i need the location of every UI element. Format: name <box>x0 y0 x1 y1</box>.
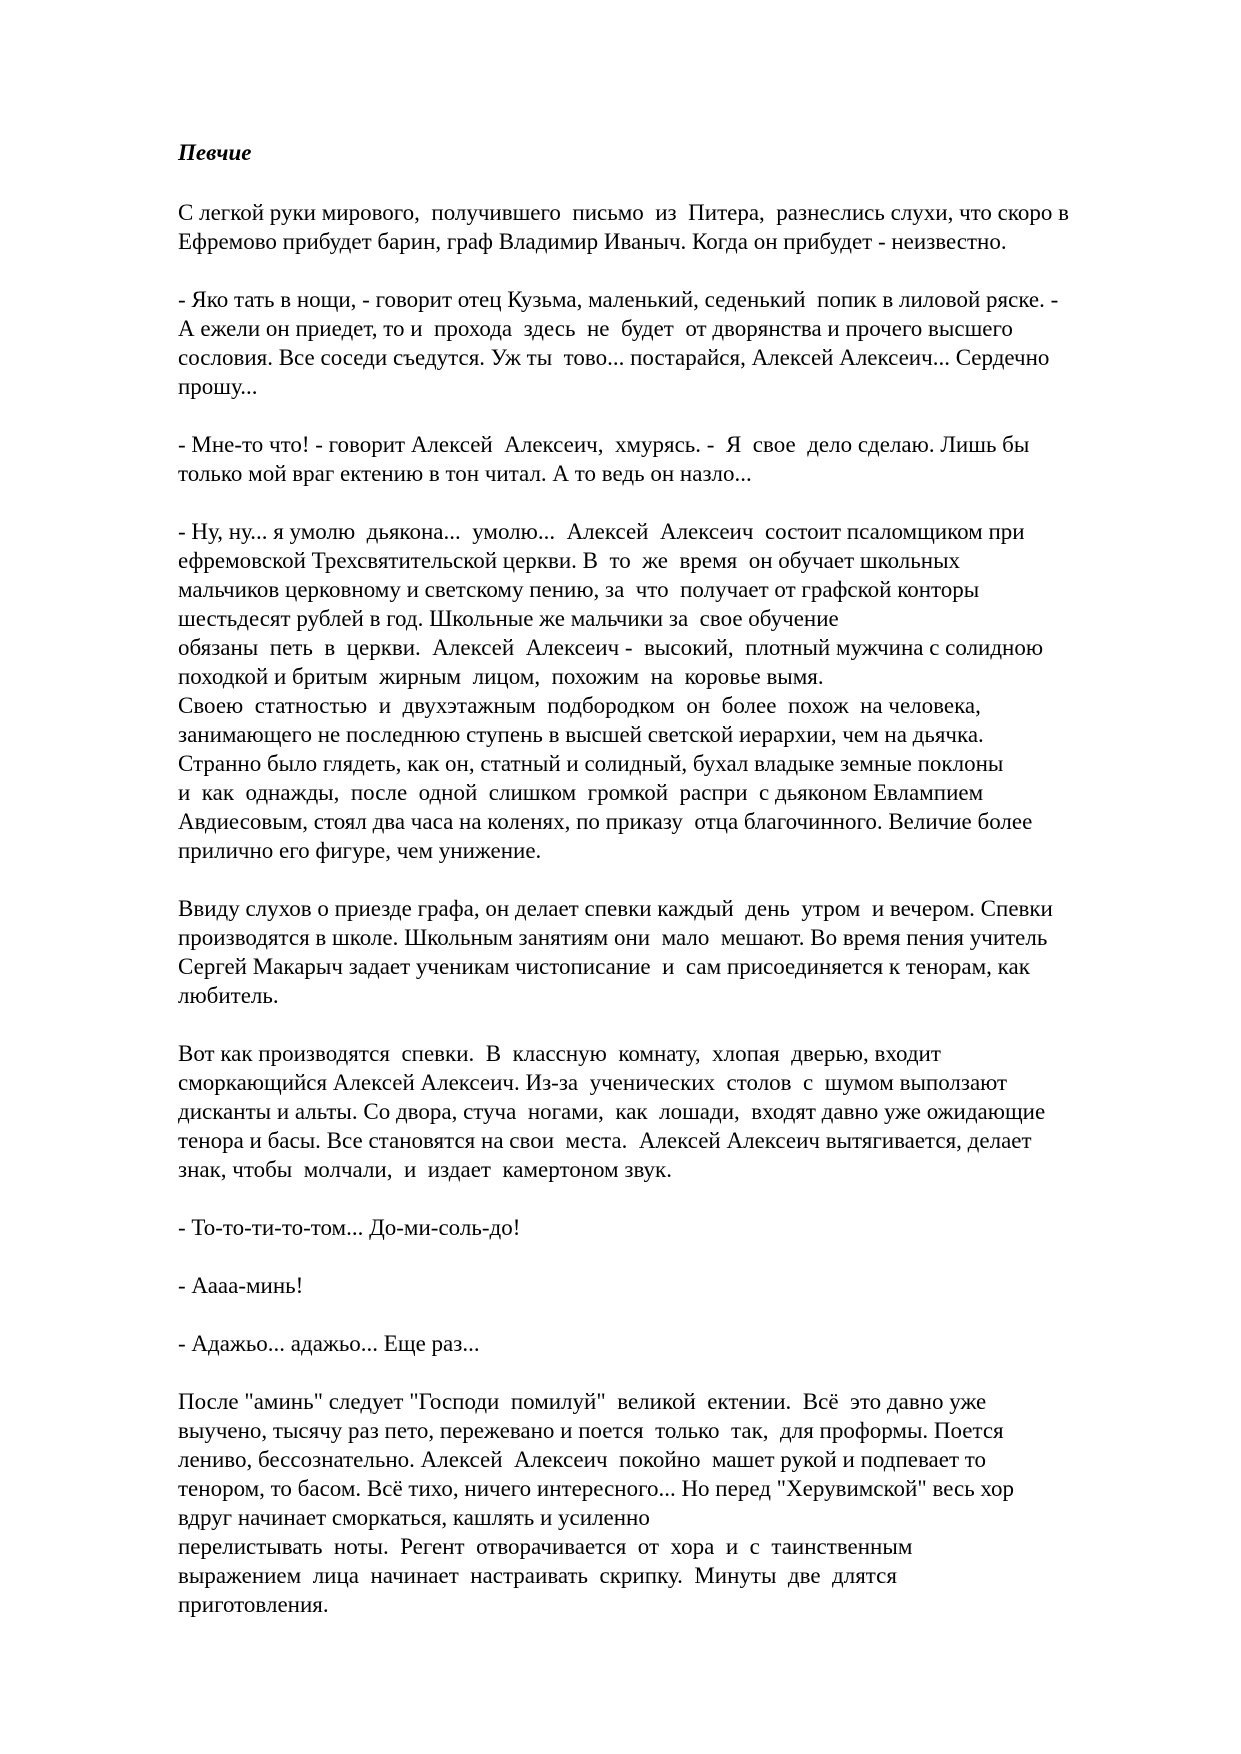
text-line: занимающего не последнюю ступень в высшей светской иерархии, чем на дьячка. <box>178 722 984 747</box>
text-line: ефремовской Трехсвятительской церкви. В то же время он обучает школьных <box>178 548 961 573</box>
text-line: - Ну, ну... я умолю дьякона... умолю... Алексей Алексеич состоит псаломщиком при <box>178 519 1025 544</box>
text-line: только мой враг ектению в тон читал. А то ведь он назло... <box>178 461 752 486</box>
text-line: - Адажьо... адажьо... Еще раз... <box>178 1331 480 1356</box>
document-body <box>178 138 1178 1648</box>
text-line: - То-то-ти-то-том... До-ми-соль-до! <box>178 1215 521 1240</box>
paragraph-3 <box>178 430 1178 488</box>
text-line: С легкой руки мирового, получившего письмо из Питера, разнеслись слухи, что скоро в <box>178 200 1069 225</box>
text-line: Авдиесовым, стоял два часа на коленях, по приказу отца благочинного. Величие более <box>178 809 1033 834</box>
text-line: вдруг начинает сморкаться, кашлять и усиленно <box>178 1505 650 1530</box>
text-line: производятся в школе. Школьным занятиям они мало мешают. Во время пения учитель <box>178 925 1048 950</box>
text-line: перелистывать ноты. Регент отворачивается от хора и с таинственным <box>178 1534 913 1559</box>
text-line: и как однажды, после одной слишком громкой распри с дьяконом Евлампием <box>178 780 984 805</box>
paragraph-10 <box>178 1387 1178 1619</box>
text-line: любитель. <box>178 983 279 1008</box>
text-line: А ежели он приедет, то и прохода здесь не будет от дворянства и прочего высшего <box>178 316 1013 341</box>
paragraph-6 <box>178 1039 1178 1184</box>
text-line: выражением лица начинает настраивать скрипку. Минуты две длятся <box>178 1563 897 1588</box>
paragraph-9 <box>178 1329 1178 1358</box>
paragraph-4 <box>178 517 1178 865</box>
paragraph-1 <box>178 198 1178 256</box>
text-line: Вот как производятся спевки. В классную комнату, хлопая дверью, входит <box>178 1041 941 1066</box>
text-line: дисканты и альты. Со двора, стуча ногами, как лошади, входят давно уже ожидающие <box>178 1099 1046 1124</box>
text-line: тенором, то басом. Всё тихо, ничего интересного... Но перед "Херувимской" весь хор <box>178 1476 1015 1501</box>
text-line: - Яко тать в нощи, - говорит отец Кузьма, маленький, седенький попик в лиловой ряске. - <box>178 287 1059 312</box>
text-line: После "аминь" следует "Господи помилуй" великой ектении. Всё это давно уже <box>178 1389 987 1414</box>
text-line: Ефремово прибудет барин, граф Владимир Иваныч. Когда он прибудет - неизвестно. <box>178 229 1007 254</box>
text-line: - Мне-то что! - говорит Алексей Алексеич, хмурясь. - Я свое дело сделаю. Лишь бы <box>178 432 1030 457</box>
text-line: прилично его фигуре, чем унижение. <box>178 838 542 863</box>
text-line: сморкающийся Алексей Алексеич. Из-за ученических столов с шумом выползают <box>178 1070 1008 1095</box>
text-line: мальчиков церковному и светскому пению, за что получает от графской конторы <box>178 577 980 602</box>
text-line: Сергей Макарыч задает ученикам чистописание и сам присоединяется к тенорам, как <box>178 954 1030 979</box>
document-title: Певчие <box>178 140 252 165</box>
text-line: Своею статностью и двухэтажным подбородком он более похож на человека, <box>178 693 981 718</box>
text-line: походкой и бритым жирным лицом, похожим на коровье вымя. <box>178 664 824 689</box>
paragraph-7 <box>178 1213 1178 1242</box>
text-line: выучено, тысячу раз пето, пережевано и поется только так, для проформы. Поется <box>178 1418 1004 1443</box>
text-line: обязаны петь в церкви. Алексей Алексеич - высокий, плотный мужчина с солидною <box>178 635 1044 660</box>
text-line: прошу... <box>178 374 258 399</box>
text-line: знак, чтобы молчали, и издает камертоном звук. <box>178 1157 672 1182</box>
paragraph-5 <box>178 894 1178 1010</box>
text-line: лениво, бессознательно. Алексей Алексеич покойно машет рукой и подпевает то <box>178 1447 986 1472</box>
text-line: приготовления. <box>178 1592 329 1617</box>
paragraph-8 <box>178 1271 1178 1300</box>
text-line: сословия. Все соседи съедутся. Уж ты тово... постарайся, Алексей Алексеич... Сердечно <box>178 345 1050 370</box>
text-line: - Аааа-минь! <box>178 1273 304 1298</box>
text-line: тенора и басы. Все становятся на свои места. Алексей Алексеич вытягивается, делает <box>178 1128 1032 1153</box>
paragraph-2 <box>178 285 1178 401</box>
text-line: Ввиду слухов о приезде графа, он делает спевки каждый день утром и вечером. Спевки <box>178 896 1053 921</box>
text-line: Странно было глядеть, как он, статный и солидный, бухал владыке земные поклоны <box>178 751 1004 776</box>
text-line: шестьдесят рублей в год. Школьные же мальчики за свое обучение <box>178 606 839 631</box>
